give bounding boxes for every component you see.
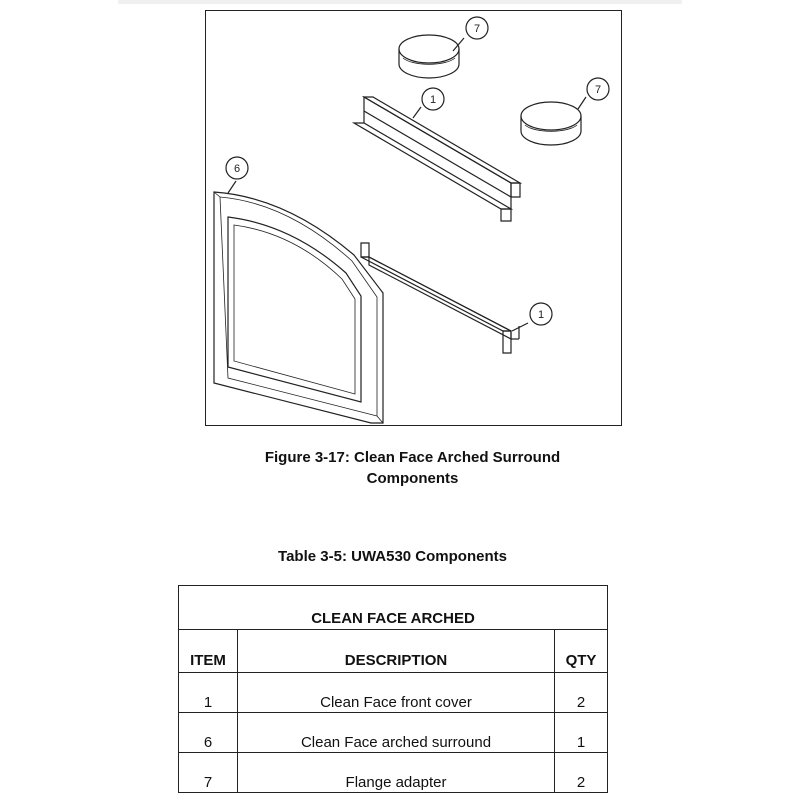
- column-header-qty: QTY: [555, 630, 608, 673]
- column-header-description: DESCRIPTION: [238, 630, 555, 673]
- figure-caption-line-2: Components: [366, 470, 459, 487]
- flange-adapter-top: [399, 35, 459, 78]
- table-row: [179, 753, 608, 793]
- components-table: [178, 585, 608, 793]
- column-header-item: ITEM: [179, 630, 238, 673]
- cell-qty: 2: [555, 673, 608, 713]
- table-row: [179, 713, 608, 753]
- cell-description: Flange adapter: [238, 753, 555, 793]
- callout-label-6: 6: [233, 163, 241, 175]
- figure-caption-line-1: Figure 3-17: Clean Face Arched Surround: [264, 449, 561, 466]
- table-group-header: CLEAN FACE ARCHED: [179, 586, 608, 630]
- cell-description: Clean Face front cover: [238, 673, 555, 713]
- front-cover-rail-upper: [354, 97, 520, 221]
- cell-description: Clean Face arched surround: [238, 713, 555, 753]
- callout-label-7: 7: [473, 23, 481, 35]
- cell-qty: 2: [555, 753, 608, 793]
- exploded-view-drawing: [206, 11, 623, 427]
- callout-label-7: 7: [594, 84, 602, 96]
- table-title: Table 3-5: UWA530 Components: [278, 548, 507, 565]
- table-row: [179, 673, 608, 713]
- arched-surround: [214, 192, 383, 423]
- callout-label-1: 1: [429, 94, 437, 106]
- leader-line: [413, 107, 421, 118]
- leader-line: [512, 323, 528, 331]
- cell-item: 6: [179, 713, 238, 753]
- front-cover-rail-lower: [361, 243, 519, 353]
- callout-label-1: 1: [537, 309, 545, 321]
- leader-line: [228, 181, 236, 193]
- cell-item: 7: [179, 753, 238, 793]
- figure-caption: [200, 447, 625, 489]
- cell-qty: 1: [555, 713, 608, 753]
- top-edge-strip: [118, 0, 682, 4]
- cell-item: 1: [179, 673, 238, 713]
- component-figure: [205, 10, 622, 426]
- leader-line: [578, 97, 586, 109]
- flange-adapter-right: [521, 102, 581, 145]
